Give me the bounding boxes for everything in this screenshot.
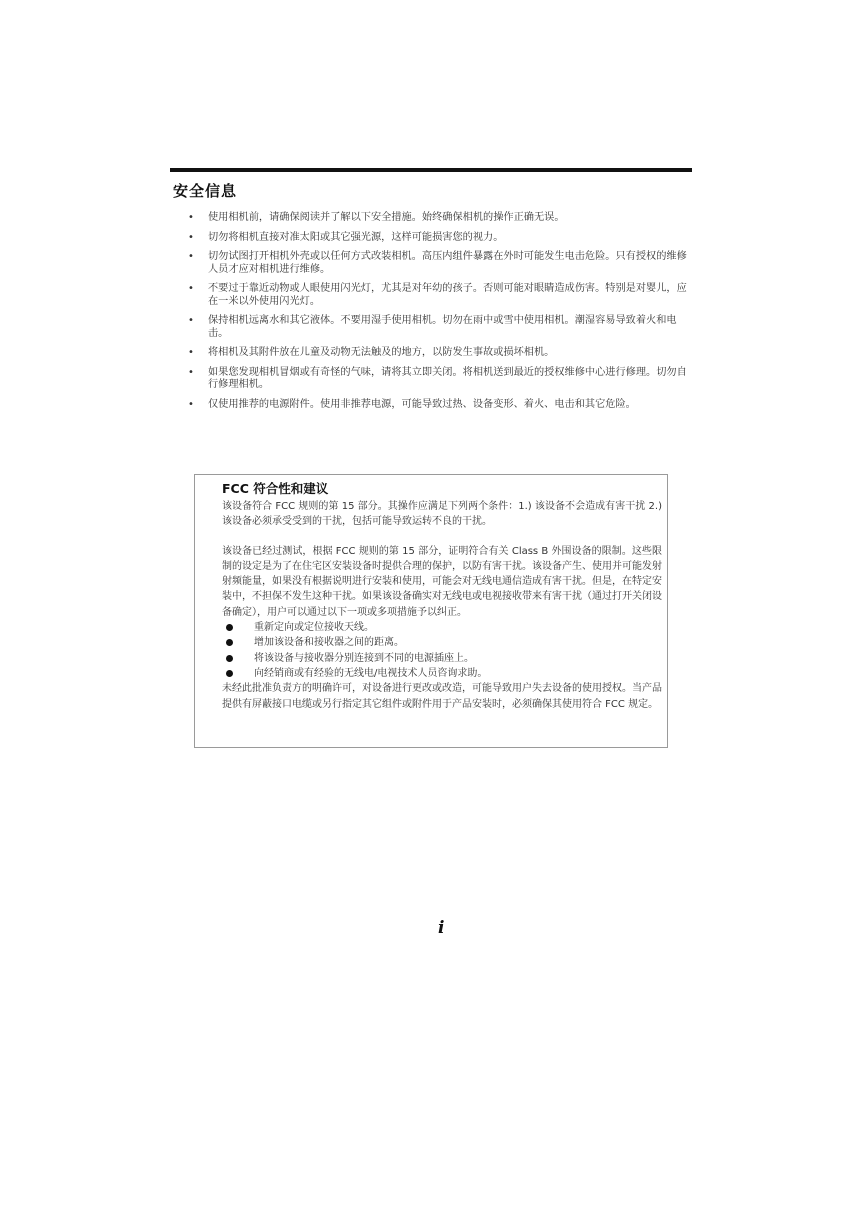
- fcc-notice-content: [222, 481, 662, 712]
- safety-item-text: 仅使用推荐的电源附件。使用非推荐电源，可能导致过热、设备变形、着火、电击和其它危险。: [208, 398, 636, 410]
- safety-item-text: 保持相机远离水和其它液体。不要用湿手使用相机。切勿在雨中或雪中使用相机。潮湿容易导致着火和电击。: [208, 315, 677, 339]
- top-rule: [170, 168, 692, 172]
- fcc-measure-item: [222, 635, 662, 650]
- bullet-icon: •: [188, 366, 194, 378]
- bullet-icon: •: [188, 231, 194, 243]
- safety-item: [188, 315, 693, 340]
- fcc-measures-list: [222, 620, 662, 681]
- safety-item-text: 将相机及其附件放在儿童及动物无法触及的地方，以防发生事故或损坏相机。: [208, 347, 555, 358]
- bullet-icon: •: [188, 212, 194, 223]
- fcc-measure-text: 重新定向或定位接收天线。: [254, 622, 374, 634]
- safety-item: [188, 212, 693, 225]
- safety-item-text: 如果您发现相机冒烟或有奇怪的气味，请将其立即关闭。将相机送到最近的授权维修中心进行修理。切勿自行修理相机。: [208, 366, 687, 390]
- safety-item-text: 使用相机前，请确保阅读并了解以下安全措施。始终确保相机的操作正确无误。: [208, 212, 565, 223]
- bullet-icon: •: [188, 398, 194, 410]
- fcc-measure-item: [222, 666, 662, 681]
- bullet-icon: •: [188, 251, 194, 262]
- fcc-measure-item: [222, 651, 662, 666]
- bullet-icon: •: [188, 347, 194, 358]
- safety-item: [188, 251, 693, 276]
- fcc-measure-text: 增加该设备和接收器之间的距离。: [254, 637, 404, 649]
- safety-item-text: 不要过于靠近动物或人眼使用闪光灯，尤其是对年幼的孩子。否则可能对眼睛造成伤害。特别是对婴儿，应在一米以外使用闪光灯。: [208, 283, 687, 307]
- filled-circle-bullet-icon: [226, 624, 233, 631]
- fcc-title: FCC 符合性和建议: [222, 481, 329, 496]
- safety-item: [188, 347, 693, 360]
- page-number: i: [438, 918, 445, 938]
- safety-item: [188, 283, 693, 308]
- fcc-notice-box: [194, 474, 668, 748]
- safety-item-text: 切勿将相机直接对准太阳或其它强光源，这样可能损害您的视力。: [208, 231, 504, 243]
- section-title: 安全信息: [173, 182, 238, 200]
- fcc-paragraph-gap: [222, 530, 662, 544]
- bullet-icon: •: [188, 283, 194, 294]
- fcc-measure-text: 将该设备与接收器分别连接到不同的电源插座上。: [254, 652, 474, 664]
- bullet-icon: •: [188, 315, 194, 326]
- safety-list: [188, 212, 693, 418]
- fcc-measure-text: 向经销商或有经验的无线电/电视技术人员咨询求助。: [254, 667, 488, 679]
- filled-circle-bullet-icon: [226, 655, 233, 662]
- safety-item-text: 切勿试图打开相机外壳或以任何方式改装相机。高压内组件暴露在外时可能发生电击危险。只有授权的维修人员才应对相机进行维修。: [208, 251, 687, 275]
- fcc-measure-item: [222, 620, 662, 635]
- fcc-paragraph-testing: 该设备已经过测试，根据 FCC 规则的第 15 部分，证明符合有关 Class B 外围设备的限制。这些限制的设定是为了在住宅区安装设备时提供合理的保护，以防有害干扰。该设备产生、使用并可能发射射频能量，如果没有根据说明进行安装和使用，可能会对无线电通信造成有害干扰。但是，在特定安装中，不担保不发生这种干扰。如果该设备确实对无线电或电视接收带来有害干扰（通过打开关闭设备确定），用户可以通过以下一项或多项措施予以纠正。: [222, 545, 662, 618]
- safety-item: [188, 232, 693, 245]
- fcc-paragraph-conditions: 该设备符合 FCC 规则的第 15 部分。其操作应满足下列两个条件：1.) 该设备不会造成有害干扰 2.) 该设备必须承受受到的干扰，包括可能导致运转不良的干扰。: [222, 501, 662, 528]
- filled-circle-bullet-icon: [226, 670, 233, 677]
- safety-item: [188, 399, 693, 412]
- filled-circle-bullet-icon: [226, 639, 233, 646]
- fcc-paragraph-modifications: 未经此批准负责方的明确许可，对设备进行更改或改造，可能导致用户失去设备的使用授权。当产品提供有屏蔽接口电缆或另行指定其它组件或附件用于产品安装时，必须确保其使用符合 FCC 规定。: [222, 683, 662, 710]
- safety-item: [188, 367, 693, 392]
